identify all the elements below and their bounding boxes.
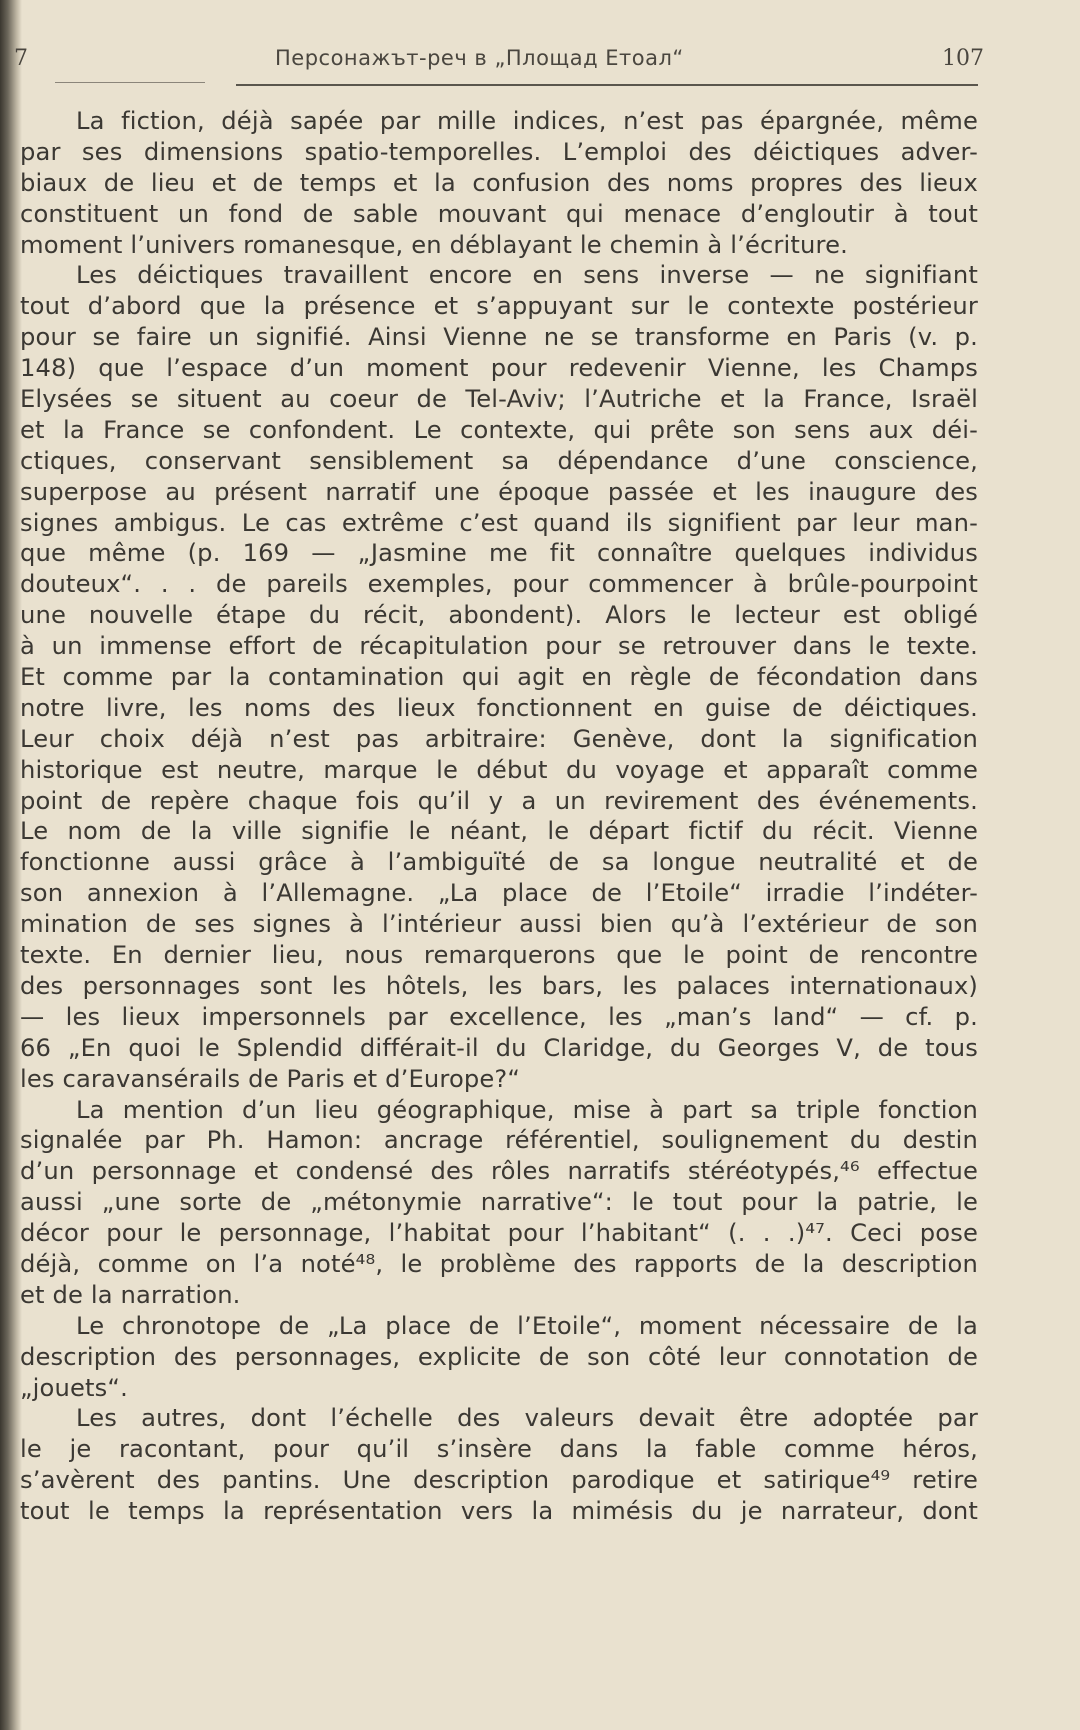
- text-line: — les lieux impersonnels par excellence, les „man’s land“ — cf. p.: [20, 1002, 978, 1031]
- text-line: déjà, comme on l’a noté⁴⁸, le problème des rapports de la description: [20, 1249, 978, 1278]
- text-line: Les autres, dont l’échelle des valeurs devait être adoptée par: [76, 1404, 978, 1433]
- text-line: fonctionne aussi grâce à l’ambiguïté de sa longue neutralité et de: [20, 848, 978, 877]
- text-line: Elysées se situent au coeur de Tel-Aviv; l’Autriche et la France, Israël: [20, 385, 978, 414]
- text-line: Les déictiques travaillent encore en sens inverse — ne signifiant: [76, 261, 978, 290]
- text-line: moment l’univers romanesque, en déblayant le chemin à l’écriture.: [20, 230, 848, 259]
- text-line: texte. En dernier lieu, nous remarquerons que le point de rencontre: [20, 941, 978, 970]
- text-line: par ses dimensions spatio-temporelles. L’emploi des déictiques adver-: [20, 137, 978, 166]
- header-rule: [236, 84, 978, 86]
- header-rule-left: [55, 82, 205, 83]
- text-line: que même (p. 169 — „Jasmine me fit connaître quelques individus: [20, 539, 978, 568]
- text-line: 148) que l’espace d’un moment pour redevenir Vienne, les Champs: [20, 354, 978, 383]
- text-line: le je racontant, pour qu’il s’insère dans la fable comme héros,: [20, 1435, 978, 1464]
- text-line: biaux de lieu et de temps et la confusion des noms propres des lieux: [20, 168, 978, 197]
- book-spine-shadow: [0, 0, 22, 1730]
- text-line: „jouets“.: [20, 1373, 128, 1402]
- text-line: aussi „une sorte de „métonymie narrative“: le tout pour la patrie, le: [20, 1188, 978, 1217]
- text-line: La mention d’un lieu géographique, mise à part sa triple fonction: [76, 1095, 978, 1124]
- running-title: Персонажът-реч в „Площад Етоал“: [275, 46, 684, 70]
- text-line: point de repère chaque fois qu’il y a un revirement des événements.: [20, 786, 978, 815]
- page-header: [0, 40, 1080, 80]
- text-line: Leur choix déjà n’est pas arbitraire: Genève, dont la signification: [20, 724, 978, 753]
- text-line: 66 „En quoi le Splendid différait-il du Claridge, du Georges V, de tous: [20, 1033, 978, 1062]
- text-line: et la France se confondent. Le contexte, qui prête son sens aux déi-: [20, 415, 978, 444]
- text-line: mination de ses signes à l’intérieur aussi bien qu’à l’extérieur de son: [20, 910, 978, 939]
- text-line: Le nom de la ville signifie le néant, le départ fictif du récit. Vienne: [20, 817, 978, 846]
- text-line: et de la narration.: [20, 1280, 241, 1309]
- text-line: historique est neutre, marque le début du voyage et apparaît comme: [20, 755, 978, 784]
- text-line: une nouvelle étape du récit, abondent). Alors le lecteur est obligé: [20, 601, 978, 630]
- text-line: son annexion à l’Allemagne. „La place de l’Etoile“ irradie l’indéter-: [20, 879, 978, 908]
- text-line: des personnages sont les hôtels, les bars, les palaces internationaux): [20, 971, 978, 1000]
- text-line: douteux“. . . de pareils exemples, pour commencer à brûle-pourpoint: [20, 570, 978, 599]
- text-line: décor pour le personnage, l’habitat pour l’habitant“ (. . .)⁴⁷. Ceci pose: [20, 1219, 978, 1248]
- text-line: tout le temps la représentation vers la mimésis du je narrateur, dont: [20, 1497, 978, 1526]
- text-line: superpose au présent narratif une époque passée et les inaugure des: [20, 477, 978, 506]
- text-line: La fiction, déjà sapée par mille indices, n’est pas épargnée, même: [76, 107, 978, 135]
- text-line: à un immense effort de récapitulation pour se retrouver dans le texte.: [20, 632, 978, 661]
- text-line: Le chronotope de „La place de l’Etoile“, moment nécessaire de la: [76, 1311, 978, 1340]
- text-line: les caravansérails de Paris et d’Europe?“: [20, 1064, 521, 1093]
- text-line: d’un personnage et condensé des rôles narratifs stéréotypés,⁴⁶ effectue: [20, 1157, 978, 1186]
- text-line: s’avèrent des pantins. Une description parodique et satirique⁴⁹ retire: [20, 1466, 978, 1495]
- text-line: Et comme par la contamination qui agit en règle de fécondation dans: [20, 663, 978, 692]
- text-line: pour se faire un signifié. Ainsi Vienne ne se transforme en Paris (v. p.: [20, 323, 978, 352]
- text-line: constituent un fond de sable mouvant qui menace d’engloutir à tout: [20, 199, 978, 228]
- text-line: description des personnages, explicite de son côté leur connotation de: [20, 1342, 978, 1371]
- text-line: notre livre, les noms des lieux fonctionnent en guise de déictiques.: [20, 693, 978, 722]
- text-line: ctiques, conservant sensiblement sa dépendance d’une conscience,: [20, 446, 978, 475]
- text-line: signes ambigus. Le cas extrême c’est quand ils signifient par leur man-: [20, 508, 978, 537]
- page-number: 107: [942, 46, 984, 71]
- left-folio-fragment: 7: [14, 46, 28, 71]
- text-line: signalée par Ph. Hamon: ancrage référentiel, soulignement du destin: [20, 1126, 978, 1155]
- text-line: tout d’abord que la présence et s’appuyant sur le contexte postérieur: [20, 292, 978, 321]
- body-text: [20, 106, 978, 1527]
